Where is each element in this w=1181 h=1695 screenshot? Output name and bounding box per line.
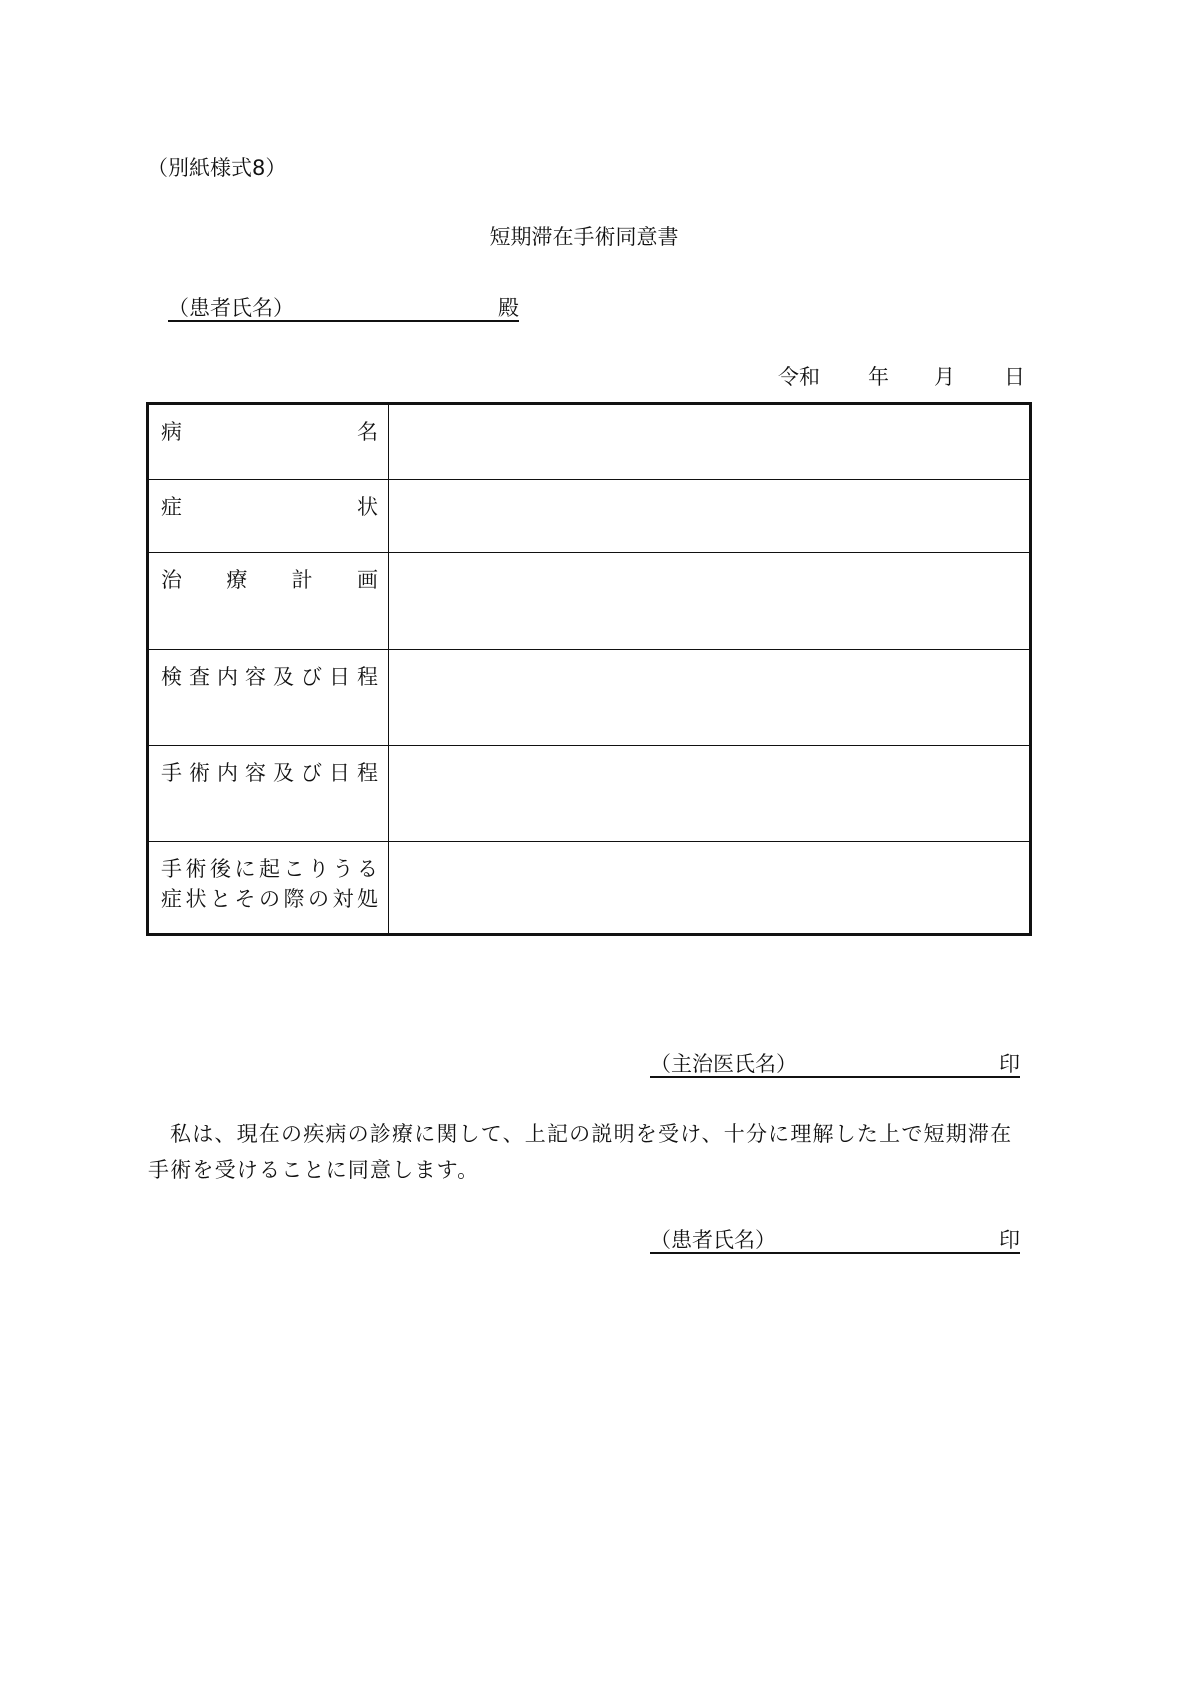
label-char: 手 <box>161 761 182 785</box>
label-char: の <box>259 887 280 911</box>
row-label-disease <box>149 405 389 480</box>
row-label-exam-schedule <box>149 650 389 746</box>
label-char: 日 <box>329 665 350 689</box>
row-value-surgery-schedule[interactable] <box>389 746 1029 842</box>
form-number: （別紙様式8） <box>147 156 287 180</box>
label-char: そ <box>234 887 256 911</box>
label-char: 状 <box>357 495 378 519</box>
label-char: と <box>210 887 231 911</box>
label-char: 術 <box>189 761 210 785</box>
document-title: 短期滞在手術同意書 <box>489 225 679 249</box>
doctor-name-label: （主治医氏名） <box>650 1052 797 1076</box>
label-char: 手 <box>161 857 182 881</box>
label-char: う <box>332 857 354 881</box>
label-char: 日 <box>329 761 350 785</box>
label-char: 病 <box>161 420 182 444</box>
row-value-symptoms[interactable] <box>389 480 1029 553</box>
patient-signature-line[interactable] <box>650 1224 1020 1254</box>
label-char: 検 <box>161 665 182 689</box>
label-char: 療 <box>226 568 248 592</box>
label-char: 内 <box>217 761 238 785</box>
label-char: こ <box>283 857 305 881</box>
doctor-seal-mark: 印 <box>999 1052 1020 1076</box>
label-char: 対 <box>332 887 354 911</box>
row-value-treatment-plan[interactable] <box>389 553 1029 650</box>
label-char: 起 <box>259 857 280 881</box>
label-char: 症 <box>161 495 182 519</box>
label-char: 及 <box>273 761 294 785</box>
label-char: 容 <box>245 665 266 689</box>
date-era: 令和 <box>778 365 820 389</box>
label-char: 際 <box>283 887 305 911</box>
label-char: 内 <box>217 665 238 689</box>
label-char: 程 <box>357 761 378 785</box>
date-month: 月 <box>934 365 955 389</box>
patient-name-label: （患者氏名） <box>650 1228 776 1252</box>
label-char: 名 <box>357 420 378 444</box>
row-value-exam-schedule[interactable] <box>389 650 1029 746</box>
consent-statement: 私は、現在の疾病の診療に関して、上記の説明を受け、十分に理解した上で短期滞在手術を受けることに同意します。 <box>148 1122 1013 1182</box>
label-char: 術 <box>185 857 207 881</box>
label-char: る <box>357 857 378 881</box>
label-char: に <box>234 857 256 881</box>
addressee-line[interactable] <box>168 292 519 322</box>
label-char: 治 <box>161 568 182 592</box>
row-value-disease[interactable] <box>389 405 1029 480</box>
label-char: び <box>301 665 322 689</box>
label-char: 処 <box>357 887 378 911</box>
row-label-post-surgery <box>149 842 389 933</box>
label-char: 程 <box>357 665 378 689</box>
row-label-surgery-schedule <box>149 746 389 842</box>
addressee-label: （患者氏名） <box>168 296 294 320</box>
label-char: 後 <box>210 857 231 881</box>
label-char: 容 <box>245 761 266 785</box>
label-char: 画 <box>356 568 378 592</box>
patient-seal-mark: 印 <box>999 1228 1020 1252</box>
date-year: 年 <box>868 365 889 389</box>
label-char: 査 <box>189 665 210 689</box>
label-char: 状 <box>185 887 207 911</box>
consent-info-table <box>146 402 1032 936</box>
label-char: り <box>308 857 329 881</box>
label-char: 症 <box>161 887 182 911</box>
label-char: び <box>301 761 322 785</box>
label-char: 及 <box>273 665 294 689</box>
row-value-post-surgery[interactable] <box>389 842 1029 933</box>
row-label-treatment-plan <box>149 553 389 650</box>
row-label-symptoms <box>149 480 389 553</box>
date-day: 日 <box>1004 365 1025 389</box>
addressee-honorific: 殿 <box>498 296 519 320</box>
label-char: 計 <box>291 568 313 592</box>
doctor-signature-line[interactable] <box>650 1048 1020 1078</box>
label-char: の <box>308 887 329 911</box>
